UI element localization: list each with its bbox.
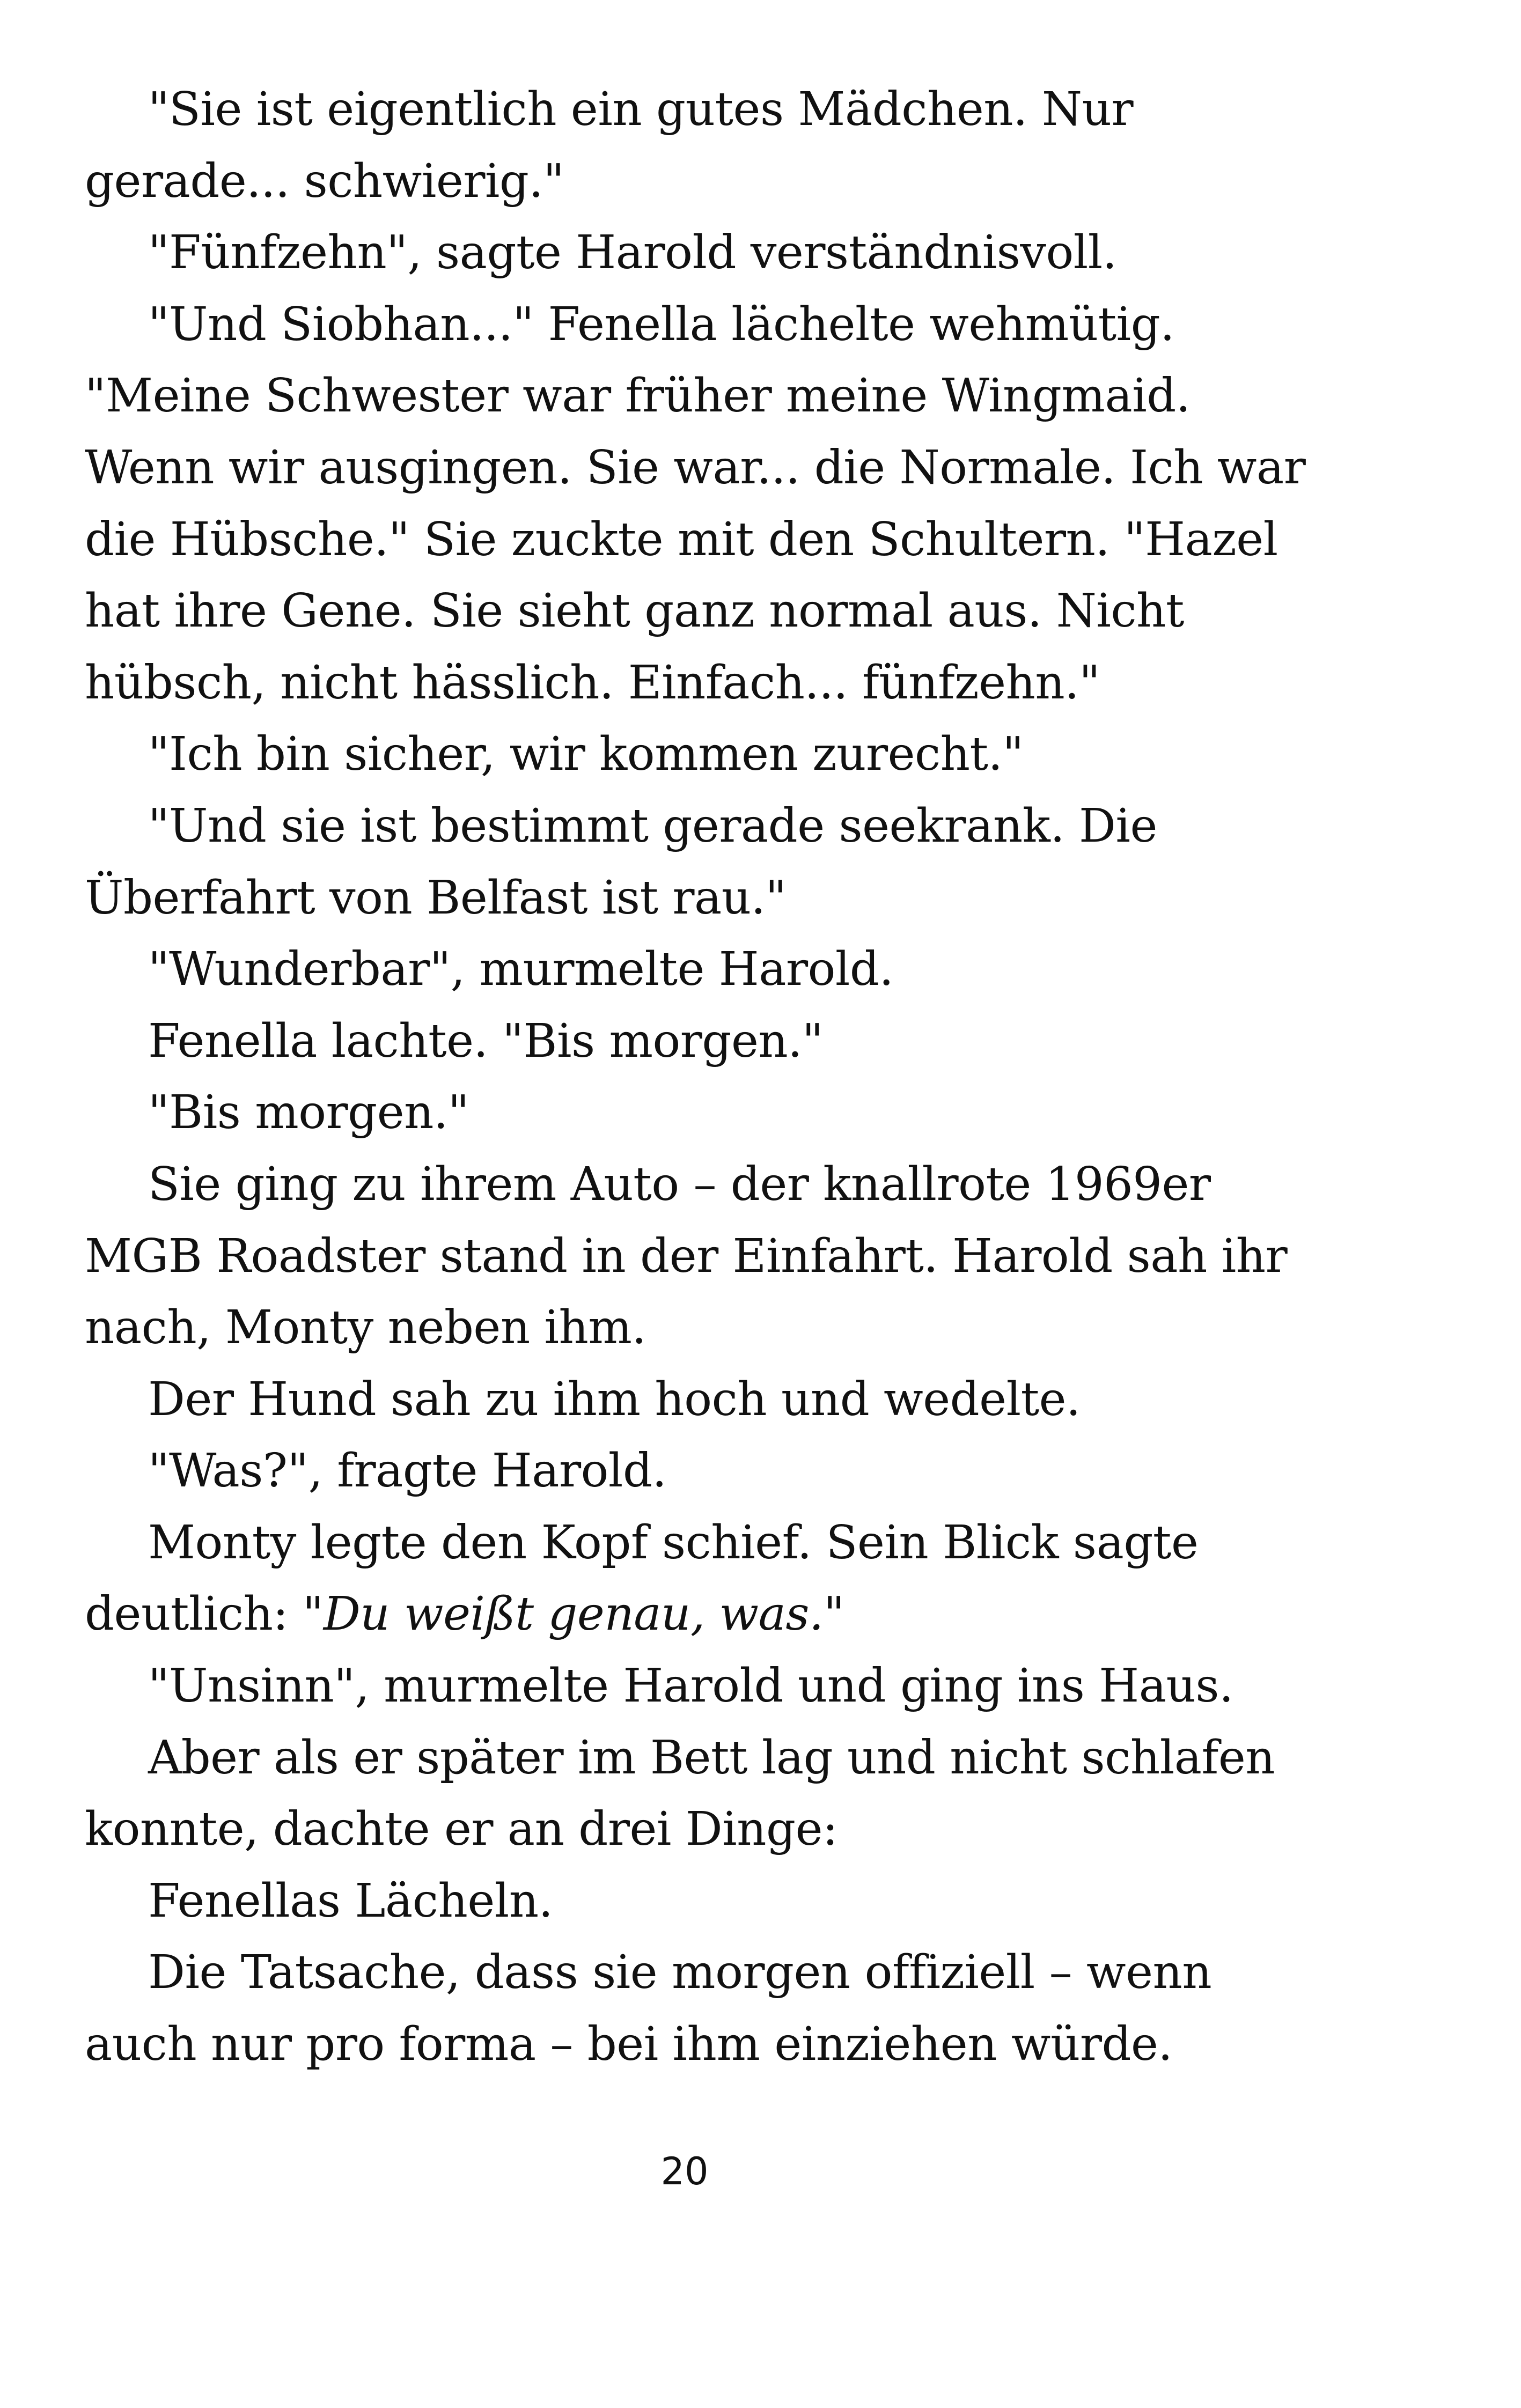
text-line bbox=[85, 74, 1287, 146]
text-line-content: hübsch, nicht hässlich. Einfach... fünfzehn." bbox=[85, 656, 1100, 710]
text-line bbox=[85, 719, 1287, 791]
text-line-content: konnte, dachte er an drei Dinge: bbox=[85, 1802, 838, 1857]
text-line bbox=[85, 2009, 1287, 2081]
body-text bbox=[85, 74, 1306, 2081]
text-line-content: "Und Siobhan..." Fenella lächelte wehmütig. bbox=[148, 297, 1175, 351]
text-line-content: "Was?", fragte Harold. bbox=[148, 1444, 667, 1498]
text-line-content: Der Hund sah zu ihm hoch und wedelte. bbox=[148, 1372, 1081, 1426]
text-line bbox=[85, 1722, 1287, 1794]
text-line bbox=[85, 1149, 1287, 1221]
text-line bbox=[85, 1221, 1287, 1293]
text-line-content: gerade... schwierig." bbox=[85, 154, 564, 208]
text-line-content: "Sie ist eigentlich ein gutes Mädchen. Nur bbox=[148, 83, 1134, 136]
text-line-content: Fenellas Lächeln. bbox=[148, 1874, 553, 1928]
text-line bbox=[85, 863, 1287, 934]
text-line bbox=[85, 1579, 1287, 1651]
text-line-content: auch nur pro forma – bei ihm einziehen würde. bbox=[85, 2017, 1173, 2072]
text-line bbox=[85, 1435, 1287, 1507]
text-line-content: "Meine Schwester war früher meine Wingmaid. bbox=[85, 369, 1191, 423]
text-line bbox=[85, 1937, 1287, 2009]
text-line bbox=[85, 791, 1287, 863]
text-line-content: MGB Roadster stand in der Einfahrt. Harold sah ihr bbox=[85, 1229, 1288, 1283]
text-line-content: Aber als er später im Bett lag und nicht schlafen bbox=[148, 1730, 1275, 1785]
text-line-content: Fenella lachte. "Bis morgen." bbox=[148, 1014, 824, 1068]
text-line-content: "Und sie ist bestimmt gerade seekrank. Die bbox=[148, 799, 1157, 853]
text-line-content: "Bis morgen." bbox=[148, 1086, 469, 1140]
text-line bbox=[85, 1077, 1287, 1149]
text-line-content: Überfahrt von Belfast ist rau." bbox=[85, 871, 787, 925]
page-number: 20 bbox=[660, 2149, 709, 2193]
text-line bbox=[85, 432, 1306, 504]
text-line-content: Monty legte den Kopf schief. Sein Blick sagte bbox=[148, 1515, 1199, 1570]
text-line-content: hat ihre Gene. Sie sieht ganz normal aus. Nicht bbox=[85, 584, 1184, 638]
text-line bbox=[85, 576, 1287, 647]
text-line bbox=[85, 360, 1287, 432]
text-line-content: die Hübsche." Sie zuckte mit den Schultern. "Hazel bbox=[85, 512, 1278, 566]
text-line-content: deutlich: bbox=[85, 1587, 303, 1641]
text-line bbox=[85, 647, 1287, 719]
text-line bbox=[85, 934, 1287, 1006]
text-line bbox=[85, 217, 1287, 289]
text-line-content: "Wunderbar", murmelte Harold. bbox=[148, 942, 894, 997]
text-line bbox=[85, 504, 1287, 576]
text-line bbox=[85, 1507, 1287, 1579]
text-line-content: Wenn wir ausgingen. Sie war... die Normale. Ich war bbox=[85, 440, 1306, 495]
text-line bbox=[85, 1364, 1287, 1436]
text-line bbox=[85, 1006, 1287, 1078]
text-line bbox=[85, 146, 1287, 218]
text-line bbox=[85, 289, 1287, 361]
text-line bbox=[85, 1866, 1287, 1938]
text-line-content: nach, Monty neben ihm. bbox=[85, 1301, 646, 1355]
text-line bbox=[85, 1292, 1287, 1364]
text-line-content: "Fünfzehn", sagte Harold verständnisvoll. bbox=[148, 226, 1117, 280]
italic-quote: "Du weißt genau, was." bbox=[302, 1587, 844, 1641]
text-line bbox=[85, 1651, 1287, 1722]
text-line-content: Sie ging zu ihrem Auto – der knallrote 1969er bbox=[148, 1157, 1211, 1211]
text-line bbox=[85, 1794, 1287, 1866]
text-line-content: "Unsinn", murmelte Harold und ging ins Haus. bbox=[148, 1659, 1233, 1713]
text-line-content: "Ich bin sicher, wir kommen zurecht." bbox=[148, 727, 1024, 782]
text-line-content: Die Tatsache, dass sie morgen offiziell – wenn bbox=[148, 1946, 1212, 2000]
